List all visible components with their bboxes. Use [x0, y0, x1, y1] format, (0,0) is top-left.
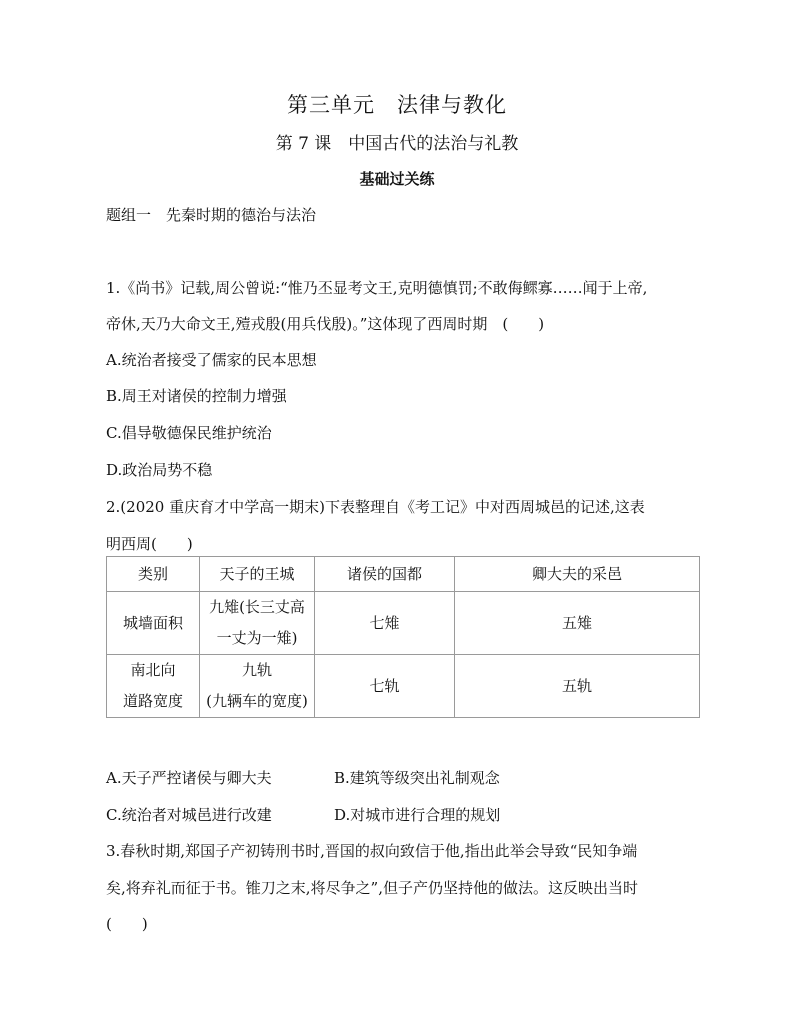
question-2-stem-line-1: 2.(2020 重庆育才中学高一期末)下表整理自《考工记》中对西周城邑的记述,这表	[106, 498, 645, 516]
table-cell-minister: 五雉	[455, 592, 700, 655]
question-1-stem-line-1: 1.《尚书》记载,周公曾说:“惟乃丕显考文王,克明德慎罚;不敢侮鳏寡……闻于上帝,	[106, 279, 648, 297]
table-cell-king	[200, 655, 315, 718]
cell-text: (九辆车的宽度)	[206, 692, 308, 710]
cell-text: 南北向	[130, 661, 176, 679]
table-cell-king	[200, 592, 315, 655]
question-1-stem-line-2: 帝休,天乃大命文王,殪戎殷(用兵伐殷)。”这体现了西周时期 ( )	[106, 315, 545, 333]
cell-text: 九轨	[241, 661, 272, 679]
unit-title: 第三单元 法律与教化	[287, 93, 507, 117]
question-1-option-c: C.倡导敬德保民维护统治	[106, 424, 272, 442]
group-title: 题组一 先秦时期的德治与法治	[106, 206, 317, 224]
table-cell-minister: 五轨	[455, 655, 700, 718]
table-header-cell: 诸侯的国都	[315, 557, 455, 592]
city-rank-table	[106, 556, 700, 718]
table-row	[107, 592, 700, 655]
cell-text: 道路宽度	[122, 692, 183, 710]
question-3-stem-line-1: 3.春秋时期,郑国子产初铸刑书时,晋国的叔向致信于他,指出此举会导致“民知争端	[106, 842, 638, 860]
question-2-option-b: B.建筑等级突出礼制观念	[334, 769, 500, 787]
table-cell-category	[107, 655, 200, 718]
question-3-stem-line-2: 矣,将弃礼而征于书。锥刀之末,将尽争之”,但子产仍坚持他的做法。这反映出当时	[106, 879, 638, 897]
cell-text: 城墙面积	[122, 613, 183, 632]
cell-text: 九雉(长三丈高	[209, 598, 305, 616]
table-cell-category	[107, 592, 200, 655]
question-2-stem-line-2: 明西周( )	[106, 535, 193, 553]
question-1-option-d: D.政治局势不稳	[106, 461, 213, 479]
table-header-cell: 卿大夫的采邑	[455, 557, 700, 592]
question-2-options-row-2	[106, 804, 706, 825]
question-2-options-row-1	[106, 767, 706, 788]
question-3-answer-blank: ( )	[106, 915, 148, 933]
lesson-title: 第 7 课 中国古代的法治与礼教	[275, 134, 519, 154]
table-header-cell: 天子的王城	[200, 557, 315, 592]
question-2-option-d: D.对城市进行合理的规划	[334, 806, 501, 824]
table-cell-lord: 七轨	[315, 655, 455, 718]
table-header-row	[107, 557, 700, 592]
table-row	[107, 655, 700, 718]
table-header-cell: 类别	[107, 557, 200, 592]
question-2-option-c: C.统治者对城邑进行改建	[106, 806, 272, 824]
question-1-option-a: A.统治者接受了儒家的民本思想	[106, 351, 317, 369]
question-1-option-b: B.周王对诸侯的控制力增强	[106, 387, 287, 405]
question-2-option-a: A.天子严控诸侯与卿大夫	[106, 769, 272, 787]
cell-text: 一丈为一雉)	[216, 629, 298, 647]
table-cell-lord: 七雉	[315, 592, 455, 655]
section-title: 基础过关练	[359, 170, 435, 188]
